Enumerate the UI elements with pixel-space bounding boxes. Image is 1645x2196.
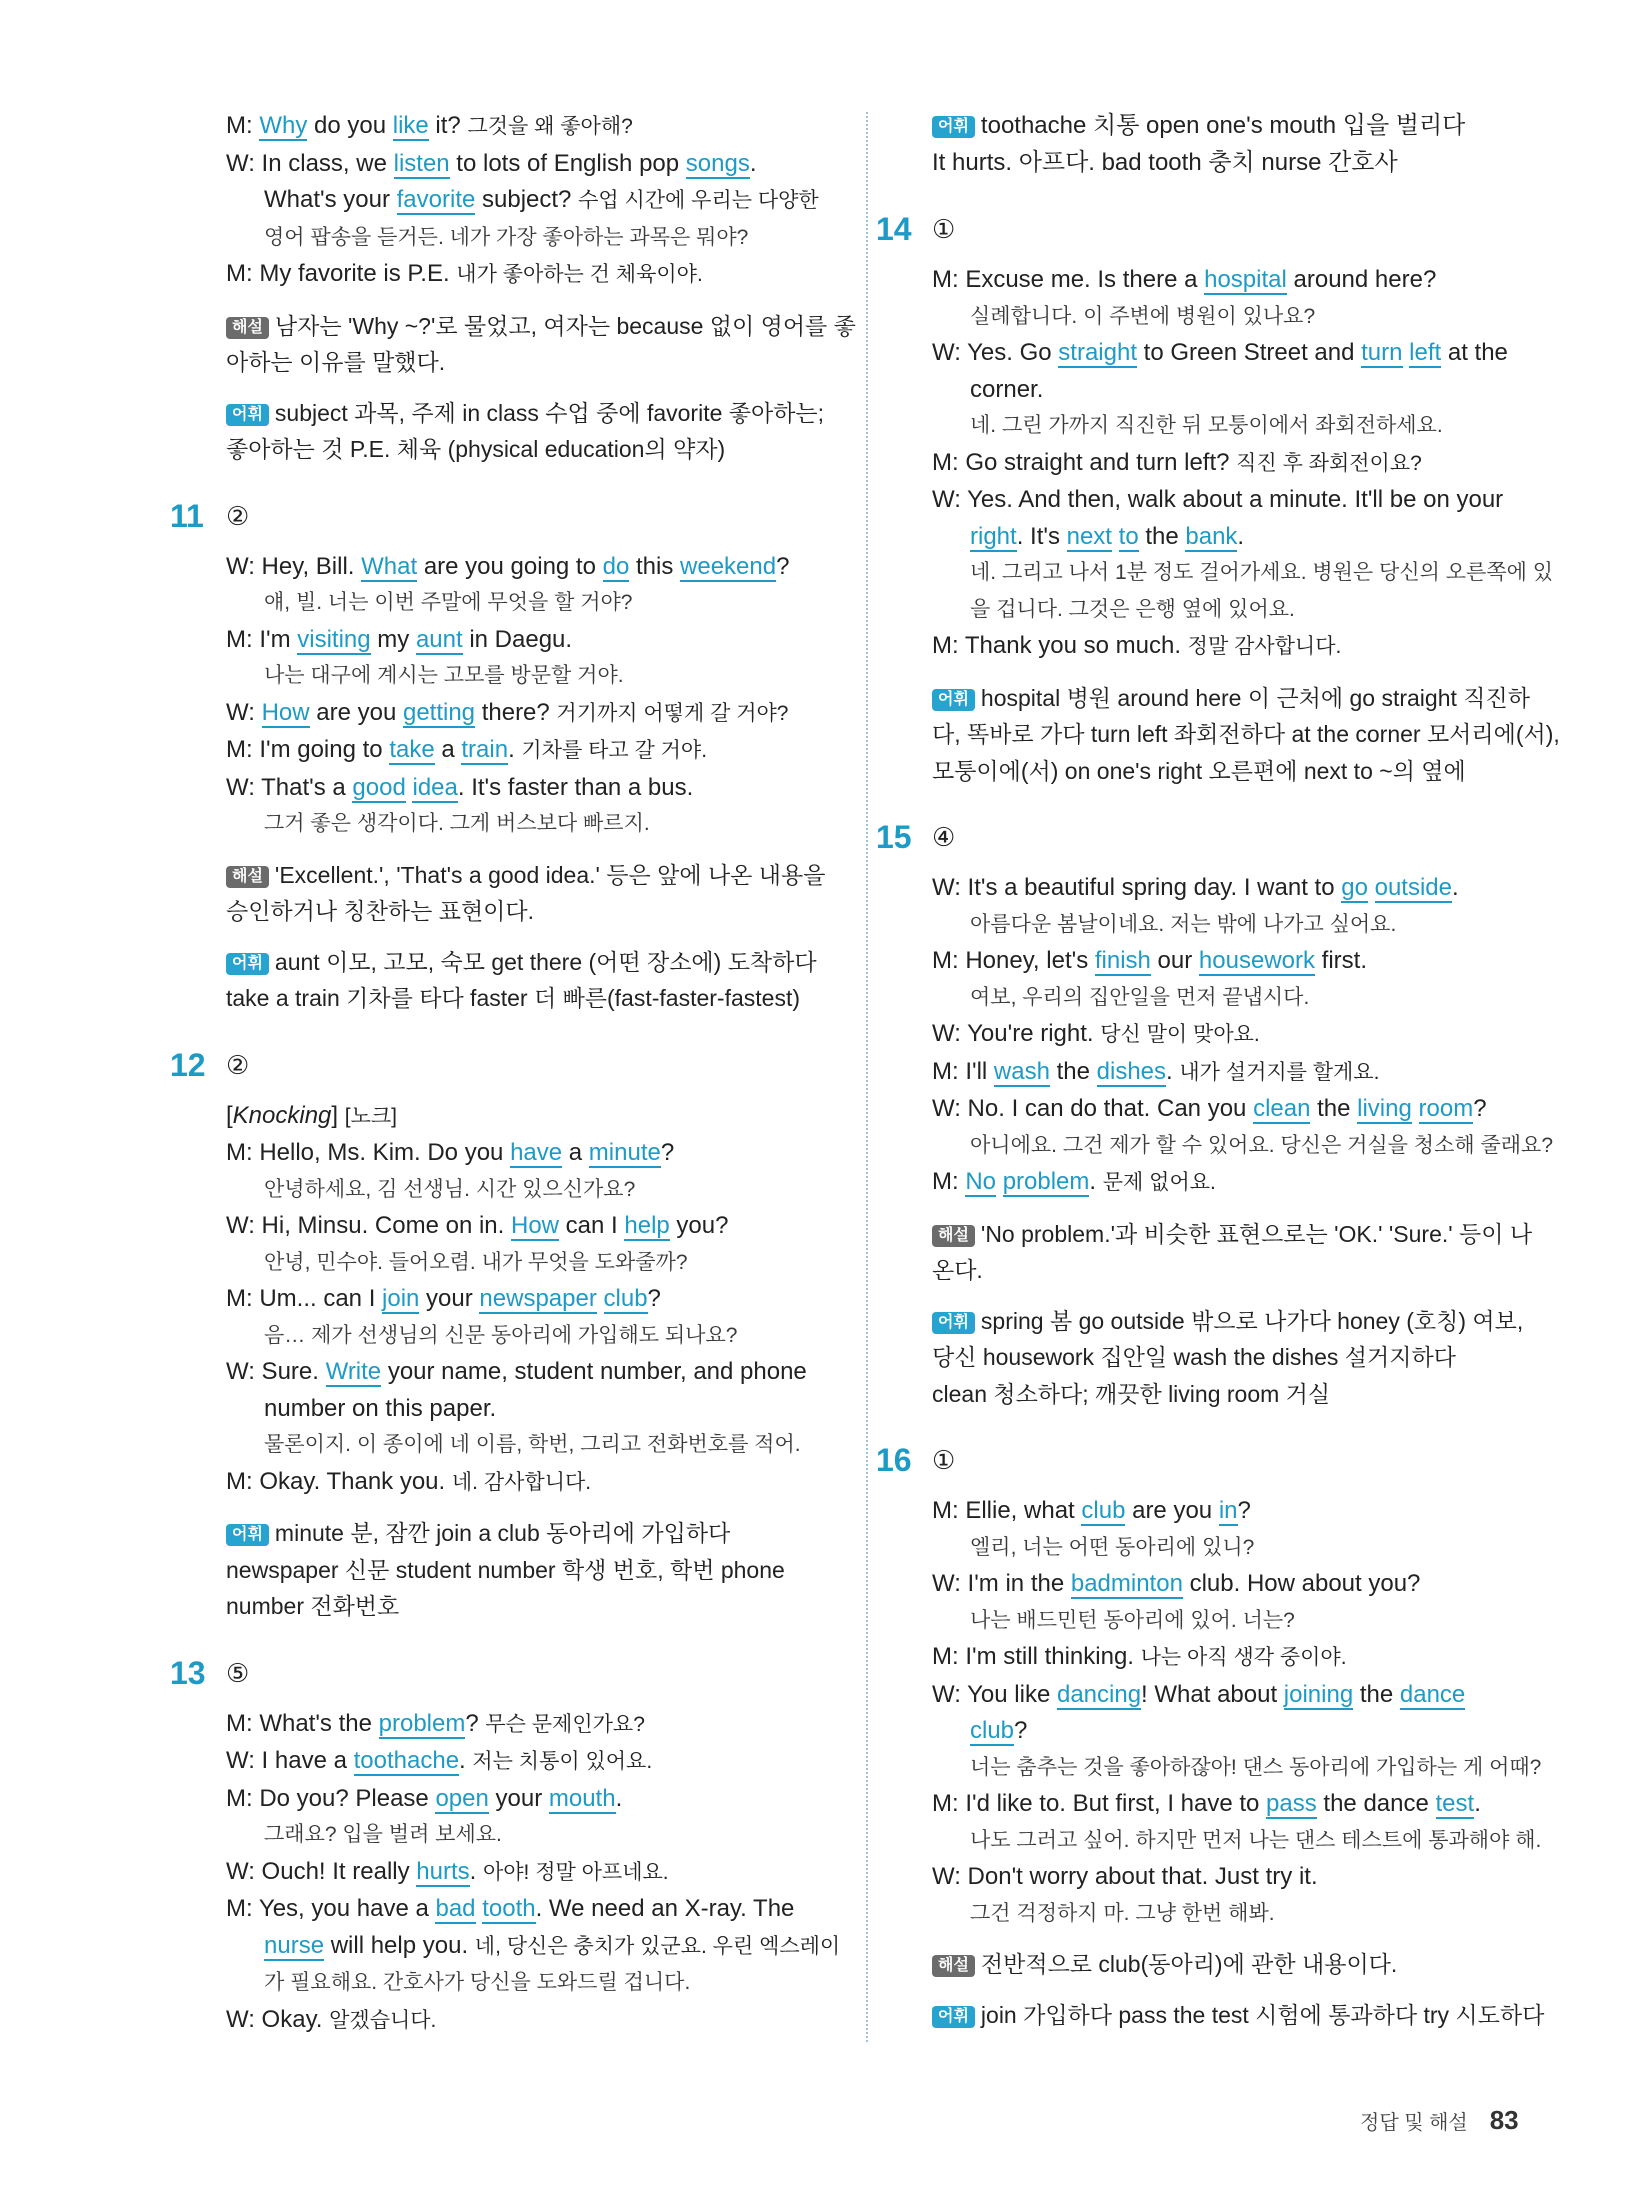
vocabulary-tag: 어휘: [932, 116, 975, 138]
answer-mark: ④: [932, 822, 956, 852]
vocabulary-note: 어휘 join 가입하다 pass the test 시험에 통과하다 try 시도하다: [932, 1997, 1572, 2034]
translation-line: 그거 좋은 생각이다. 그게 버스보다 빠르지.: [264, 812, 650, 835]
dialogue-line: M: Ellie, what club are you in?: [932, 1497, 1251, 1524]
dialogue-line: M: I'm visiting my aunt in Daegu.: [226, 625, 573, 653]
dialogue-line: M: Do you? Please open your mouth.: [226, 1784, 623, 1812]
vocabulary-tag: 어휘: [932, 689, 975, 711]
dialogue-line: M: Thank you so much. 정말 감사합니다.: [932, 632, 1342, 659]
explanation-note: 해설 'No problem.'과 비슷한 표현으로는 'OK.' 'Sure.' 등이 나 온다.: [932, 1220, 1533, 1283]
vocabulary-tag: 어휘: [226, 953, 269, 975]
dialogue-line: M: I'm still thinking. 나는 아직 생각 중이야.: [932, 1643, 1347, 1670]
page-footer: [1360, 2105, 1519, 2136]
page-number: 83: [1489, 2105, 1519, 2135]
question-header-14: [876, 211, 1572, 248]
dialogue-line: W: Yes. Go straight to Green Street and turn left at the: [932, 339, 1508, 366]
dialogue-line: M: Hello, Ms. Kim. Do you have a minute?: [226, 1139, 675, 1166]
question-number: 13: [170, 1654, 206, 1691]
dialogue-line: W: No. I can do that. Can you clean the living room?: [932, 1095, 1487, 1122]
dialogue-line: nurse will help you. 네, 당신은 충치가 있군요. 우린 엑스레이: [264, 1931, 841, 1959]
translation-line: 그래요? 입을 벌려 보세요.: [264, 1823, 502, 1846]
footer-label: 정답 및 해설: [1360, 2112, 1468, 2134]
translation-line: 아니에요. 그건 제가 할 수 있어요. 당신은 거실을 청소해 줄래요?: [970, 1133, 1554, 1157]
vocabulary-tag: 어휘: [932, 2006, 975, 2028]
translation-line: 음… 제가 선생님의 신문 동아리에 가입해도 되나요?: [264, 1323, 738, 1347]
translation-line: 영어 팝송을 듣거든. 네가 가장 좋아하는 과목은 뭐야?: [264, 225, 749, 249]
vocabulary-note: 어휘 minute 분, 잠깐 join a club 동아리에 가입하다 newspaper 신문 student number 학생 번호, 학번 phone number 전화번호: [226, 1520, 785, 1619]
dialogue-line: M: I'll wash the dishes. 내가 설거지를 할게요.: [932, 1057, 1380, 1085]
translation-line: 그건 걱정하지 마. 그냥 한번 해봐.: [970, 1901, 1275, 1925]
translation-line: 얘, 빌. 너는 이번 주말에 무엇을 할 거야?: [264, 591, 633, 614]
dialogue-line: M: No problem. 문제 없어요.: [932, 1168, 1216, 1195]
answer-mark: ⑤: [226, 1657, 250, 1688]
vocabulary-tag: 어휘: [226, 1524, 269, 1546]
dialogue-line: W: In class, we listen to lots of English pop songs.: [226, 149, 757, 177]
dialogue-line: M: Okay. Thank you. 네. 감사합니다.: [226, 1467, 592, 1495]
vocabulary-note: 어휘 hospital 병원 around here 이 근처에 go straight 직진하 다, 똑바로 가다 turn left 좌회전하다 at the corner 모서리에(서), 모퉁이에(서) on one's right 오른편에 next to ~의 옆에: [932, 684, 1560, 784]
question-header-11: [170, 497, 836, 535]
dialogue-line: What's your favorite subject? 수업 시간에 우리는 다양한: [264, 186, 819, 213]
answer-mark: ②: [226, 1049, 250, 1080]
translation-line: 나도 그러고 싶어. 하지만 먼저 나는 댄스 테스트에 통과해야 해.: [970, 1828, 1542, 1852]
translation-line: 을 겁니다. 그것은 은행 옆에 있어요.: [970, 597, 1295, 621]
dialogue-line: W: Ouch! It really hurts. 아야! 정말 아프네요.: [226, 1857, 669, 1885]
answer-mark: ②: [226, 500, 250, 531]
explanation-tag: 해설: [226, 866, 269, 888]
vocabulary-note: 어휘 spring 봄 go outside 밖으로 나가다 honey (호칭) 여보, 당신 housework 집안일 wash the dishes 설거지하다 clean 청소하다; 깨끗한 living room 거실: [932, 1307, 1524, 1407]
explanation-tag: 해설: [932, 1225, 975, 1247]
dialogue-line: club?: [970, 1717, 1028, 1744]
dialogue-line: M: My favorite is P.E. 내가 좋아하는 건 체육이야.: [226, 260, 703, 287]
dialogue-line: W: Sure. Write your name, student number, and phone: [226, 1358, 807, 1385]
translation-line: 실례합니다. 이 주변에 병원이 있나요?: [970, 304, 1316, 328]
dialogue-line: W: That's a good idea. It's faster than a bus.: [226, 773, 694, 801]
translation-line: 아름다운 봄날이네요. 저는 밖에 나가고 싶어요.: [970, 912, 1397, 936]
question-number: 15: [876, 819, 912, 855]
question-header-15: [876, 819, 1572, 856]
explanation-note: 해설 'Excellent.', 'That's a good idea.' 등은 앞에 나온 내용을 승인하거나 칭찬하는 표현이다.: [226, 861, 826, 924]
dialogue-line: right. It's next to the bank.: [970, 522, 1245, 550]
translation-line: 가 필요해요. 간호사가 당신을 도와드릴 겁니다.: [264, 1971, 691, 1994]
dialogue-line: W: It's a beautiful spring day. I want to go outside.: [932, 874, 1459, 901]
vocabulary-tag: 어휘: [932, 1312, 975, 1334]
dialogue-line: M: Yes, you have a bad tooth. We need an X-ray. The: [226, 1895, 795, 1922]
dialogue-line: M: Why do you like it? 그것을 왜 좋아해?: [226, 112, 633, 139]
question-header-13: [170, 1654, 836, 1692]
right-column: [876, 108, 1572, 2039]
translation-line: 네. 그리고 나서 1분 정도 걸어가세요. 병원은 당신의 오른쪽에 있: [970, 561, 1554, 584]
left-column: [170, 108, 856, 2039]
dialogue-line: W: You like dancing! What about joining the dance: [932, 1680, 1466, 1708]
dialogue-line: W: You're right. 당신 말이 맞아요.: [932, 1020, 1260, 1047]
vocabulary-note: 어휘 subject 과목, 주제 in class 수업 중에 favorite 좋아하는; 좋아하는 것 P.E. 체육 (physical education의 약자): [226, 399, 825, 462]
dialogue-line: W: Hi, Minsu. Come on in. How can I help you?: [226, 1212, 729, 1239]
dialogue-line: W: Okay. 알겠습니다.: [226, 2005, 437, 2033]
explanation-tag: 해설: [932, 1955, 975, 1977]
dialogue-line: M: Go straight and turn left? 직진 후 좌회전이요?: [932, 448, 1422, 476]
explanation-note: 해설 전반적으로 club(동아리)에 관한 내용이다.: [932, 1946, 1572, 1983]
dialogue-line: W: I have a toothache. 저는 치통이 있어요.: [226, 1747, 653, 1774]
stage-direction: [Knocking] [노크]: [226, 1101, 397, 1129]
dialogue-line: M: Excuse me. Is there a hospital around here?: [932, 266, 1437, 293]
dialogue-line: corner.: [970, 375, 1044, 403]
translation-line: 물론이지. 이 종이에 네 이름, 학번, 그리고 전화번호를 적어.: [264, 1433, 801, 1456]
question-number: 12: [170, 1046, 206, 1083]
translation-line: 나는 대구에 계시는 고모를 방문할 거야.: [264, 664, 624, 687]
answer-mark: ①: [932, 214, 956, 244]
translation-line: 네. 그린 가까지 직진한 뒤 모퉁이에서 좌회전하세요.: [970, 414, 1443, 437]
dialogue-line: M: I'd like to. But first, I have to pass the dance test.: [932, 1790, 1481, 1817]
dialogue-line: W: Don't worry about that. Just try it.: [932, 1863, 1318, 1890]
dialogue-line: W: Hey, Bill. What are you going to do this weekend?: [226, 552, 790, 580]
dialogue-line: M: What's the problem? 무슨 문제인가요?: [226, 1709, 645, 1737]
question-number: 16: [876, 1442, 912, 1478]
translation-line: 엘리, 너는 어떤 동아리에 있니?: [970, 1535, 1255, 1559]
translation-line: 안녕하세요, 김 선생님. 시간 있으신가요?: [264, 1177, 636, 1201]
dialogue-line: W: Yes. And then, walk about a minute. It'll be on your: [932, 486, 1504, 513]
dialogue-line: W: How are you getting there? 거기까지 어떻게 갈 거야?: [226, 698, 789, 726]
question-number: 14: [876, 211, 912, 247]
dialogue-line: W: I'm in the badminton club. How about you?: [932, 1570, 1421, 1597]
explanation-tag: 해설: [226, 317, 269, 339]
vocabulary-note: 어휘 aunt 이모, 고모, 숙모 get there (어떤 장소에) 도착하다 take a train 기차를 타다 faster 더 빠른(fast-faster-fastest): [226, 948, 817, 1011]
dialogue-line: M: I'm going to take a train. 기차를 타고 갈 거야.: [226, 736, 708, 763]
translation-line: 여보, 우리의 집안일을 먼저 끝냅시다.: [970, 985, 1310, 1009]
dialogue-line: number on this paper.: [264, 1394, 497, 1422]
question-number: 11: [170, 497, 204, 534]
question-header-12: [170, 1046, 836, 1084]
translation-line: 너는 춤추는 것을 좋아하잖아! 댄스 동아리에 가입하는 게 어때?: [970, 1755, 1542, 1779]
dialogue-line: M: Honey, let's finish our housework first.: [932, 947, 1367, 974]
vocabulary-tag: 어휘: [226, 404, 269, 426]
question-header-16: [876, 1442, 1572, 1479]
dialogue-line: M: Um... can I join your newspaper club?: [226, 1285, 661, 1312]
vocabulary-note: 어휘 toothache 치통 open one's mouth 입을 벌리다 It hurts. 아프다. bad tooth 충치 nurse 간호사: [932, 112, 1466, 176]
translation-line: 나는 배드민턴 동아리에 있어. 너는?: [970, 1608, 1295, 1632]
translation-line: 안녕, 민수야. 들어오렴. 내가 무엇을 도와줄까?: [264, 1250, 688, 1274]
answer-mark: ①: [932, 1445, 956, 1475]
explanation-note: 해설 남자는 'Why ~?'로 물었고, 여자는 because 없이 영어를 좋 아하는 이유를 말했다.: [226, 312, 856, 375]
column-divider: [866, 112, 868, 2042]
